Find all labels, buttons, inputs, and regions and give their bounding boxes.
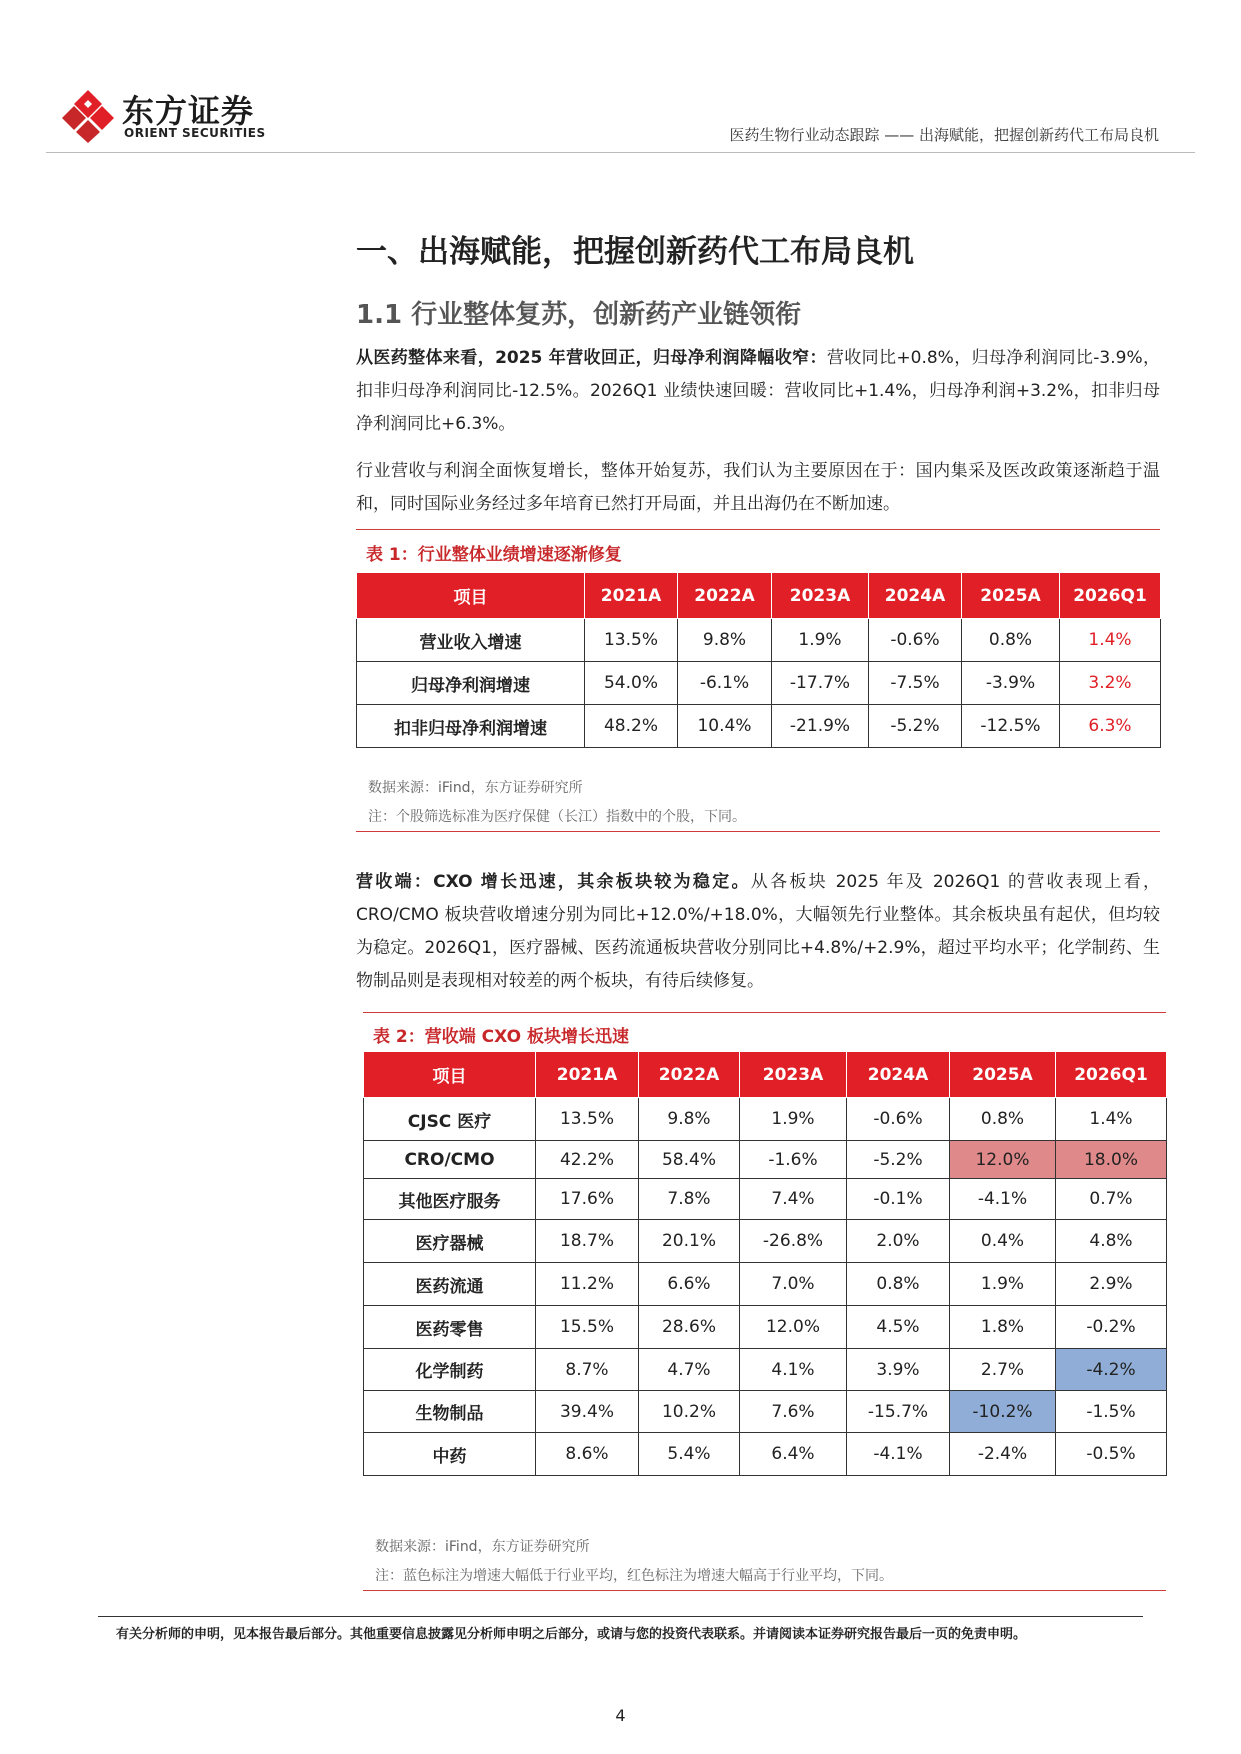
table2-header-cell: 2022A [639,1052,740,1098]
table2-header-row [364,1052,1167,1098]
table-cell: 0.8% [950,1098,1056,1141]
table-row [364,1141,1167,1179]
table-cell: 42.2% [536,1141,639,1179]
table-cell: 9.8% [678,619,772,662]
table-cell: -5.2% [847,1141,950,1179]
table-cell: -2.4% [950,1433,1056,1476]
brand-name-cn: 东方证券 [122,92,255,130]
table-cell: 3.2% [1060,662,1161,705]
table2-header-cell: 2023A [740,1052,847,1098]
table-cell: 8.7% [536,1349,639,1391]
page-number: 4 [615,1706,626,1725]
table-cell: 13.5% [585,619,678,662]
table-cell: 0.7% [1056,1179,1167,1220]
table2-header-cell: 2021A [536,1052,639,1098]
table-cell: 7.6% [740,1391,847,1433]
table-cell: -15.7% [847,1391,950,1433]
paragraph-reasons [356,455,1160,521]
footer-disclaimer: 有关分析师的申明，见本报告最后部分。其他重要信息披露见分析师申明之后部分，或请与您的投资代表联系。并请阅读本证券研究报告最后一页的免责申明。 [116,1627,1027,1642]
table-cell: 11.2% [536,1263,639,1306]
table-cell: 2.0% [847,1220,950,1263]
table-row [364,1098,1167,1141]
table-cell: 4.8% [1056,1220,1167,1263]
table2-header-cell: 项目 [364,1052,536,1098]
table-cell: 6.4% [740,1433,847,1476]
table-cell: 10.4% [678,705,772,748]
table-cell: 13.5% [536,1098,639,1141]
table-cell: -4.2% [1056,1349,1167,1391]
paragraph-revenue [356,866,1160,998]
table-cell: 9.8% [639,1098,740,1141]
table-row-label: CJSC 医疗 [364,1098,536,1141]
table-row [364,1179,1167,1220]
table-cell: -0.6% [847,1098,950,1141]
paragraph-revenue-lead: 营收端：CXO 增长迅速，其余板块较为稳定。 [356,872,751,892]
table2-header-cell: 2026Q1 [1056,1052,1167,1098]
header-divider [46,152,1195,153]
table-row-label: CRO/CMO [364,1141,536,1179]
table-cell: -21.9% [772,705,869,748]
table-cell: -6.1% [678,662,772,705]
table2-top-rule [363,1012,1166,1013]
paragraph-overview [356,342,1160,441]
table-cell: -0.1% [847,1179,950,1220]
table-cell: -3.9% [962,662,1060,705]
table-cell: -7.5% [869,662,962,705]
table-row-label: 其他医疗服务 [364,1179,536,1220]
table-cell: 1.9% [772,619,869,662]
table-row [364,1306,1167,1349]
table-cell: 20.1% [639,1220,740,1263]
table-cell: 1.8% [950,1306,1056,1349]
table-cell: -0.6% [869,619,962,662]
brand-name-en: ORIENT SECURITIES [124,126,266,140]
table2-header-cell: 2024A [847,1052,950,1098]
table-cell: -1.6% [740,1141,847,1179]
table-row-label: 生物制品 [364,1391,536,1433]
paragraph-revenue-body: 从各板块 2025 年及 2026Q1 的营收表现上看，CRO/CMO 板块营收增速分别为同比+12.0%/+18.0%，大幅领先行业整体。其余板块虽有起伏，但均较为稳定。2026Q1，医疗器械、医药流通板块营收分别同比+4.8%/+2.9%，超过平均水平；化学制药、生物制品则是表现相对较差的两个板块，有待后续修复。 [356,872,1160,991]
table-row [357,705,1161,748]
table-cell: 4.1% [740,1349,847,1391]
paragraph-reasons-body: 行业营收与利润全面恢复增长，整体开始复苏，我们认为主要原因在于：国内集采及医改政策逐渐趋于温和，同时国际业务经过多年培育已然打开局面，并且出海仍在不断加速。 [356,461,1160,514]
table-cell: -4.1% [847,1433,950,1476]
table-cell: -17.7% [772,662,869,705]
table-row-label: 归母净利润增速 [357,662,585,705]
table-row-label: 医疗器械 [364,1220,536,1263]
table-cell: 2.7% [950,1349,1056,1391]
table-cell: 8.6% [536,1433,639,1476]
section-heading: 一、出海赋能，把握创新药代工布局良机 [356,234,914,270]
table-cell: 7.4% [740,1179,847,1220]
table1-header-cell: 2022A [678,573,772,619]
table1-source: 数据来源：iFind，东方证券研究所 [368,780,583,796]
table2-bottom-rule [363,1590,1166,1591]
table-cell: -12.5% [962,705,1060,748]
table1-note: 注：个股筛选标准为医疗保健（长江）指数中的个股，下同。 [368,809,746,825]
table-row [357,662,1161,705]
table-cell: 15.5% [536,1306,639,1349]
table-row [357,619,1161,662]
table-cell: 4.7% [639,1349,740,1391]
table1-header-cell: 2026Q1 [1060,573,1161,619]
footer-divider [98,1616,1143,1617]
table-cell: 0.8% [847,1263,950,1306]
table-cell: -1.5% [1056,1391,1167,1433]
subsection-heading: 1.1 行业整体复苏，创新药产业链领衔 [356,300,802,330]
table1-header-cell: 2023A [772,573,869,619]
table-cell: 3.9% [847,1349,950,1391]
table-cell: -10.2% [950,1391,1056,1433]
table2-note: 注：蓝色标注为增速大幅低于行业平均，红色标注为增速大幅高于行业平均，下同。 [375,1568,893,1584]
table1-top-rule [356,529,1160,530]
table1-header-cell: 2024A [869,573,962,619]
table-cell: 1.4% [1056,1098,1167,1141]
table-cell: 54.0% [585,662,678,705]
table-row [364,1220,1167,1263]
table-cell: 5.4% [639,1433,740,1476]
table1-bottom-rule [356,831,1160,832]
table-cell: 0.4% [950,1220,1056,1263]
table2-header-cell: 2025A [950,1052,1056,1098]
table-row-label: 扣非归母净利润增速 [357,705,585,748]
table-cell: 1.9% [950,1263,1056,1306]
table-row [364,1263,1167,1306]
table-cell: 48.2% [585,705,678,748]
table-cell: 17.6% [536,1179,639,1220]
table2 [363,1051,1167,1476]
table1-header-row [357,573,1161,619]
table-row-label: 化学制药 [364,1349,536,1391]
table-cell: 18.0% [1056,1141,1167,1179]
table-cell: 12.0% [740,1306,847,1349]
table1-header-cell: 2021A [585,573,678,619]
table1 [356,572,1161,748]
table-row [364,1349,1167,1391]
table-cell: 10.2% [639,1391,740,1433]
table-cell: 4.5% [847,1306,950,1349]
table-cell: 39.4% [536,1391,639,1433]
table-cell: 7.8% [639,1179,740,1220]
table-row [364,1433,1167,1476]
table-cell: 1.9% [740,1098,847,1141]
table1-header-cell: 2025A [962,573,1060,619]
table-cell: 7.0% [740,1263,847,1306]
table2-title: 表 2：营收端 CXO 板块增长迅速 [373,1027,630,1047]
table-cell: 1.4% [1060,619,1161,662]
table-row-label: 营业收入增速 [357,619,585,662]
table-cell: -0.2% [1056,1306,1167,1349]
paragraph-overview-body: 营收同比+0.8%，归母净利润同比-3.9%，扣非归母净利润同比-12.5%。2026Q1 业绩快速回暖：营收同比+1.4%，归母净利润+3.2%，扣非归母净利润同比+6.3%。 [356,348,1160,434]
table-cell: 58.4% [639,1141,740,1179]
table-cell: 2.9% [1056,1263,1167,1306]
table1-title: 表 1：行业整体业绩增速逐渐修复 [366,545,622,565]
orient-securities-logo [58,88,118,144]
table-cell: -0.5% [1056,1433,1167,1476]
table-row-label: 医药流通 [364,1263,536,1306]
table-row-label: 中药 [364,1433,536,1476]
table-cell: 6.6% [639,1263,740,1306]
table-cell: 12.0% [950,1141,1056,1179]
table-cell: -4.1% [950,1179,1056,1220]
table-cell: -5.2% [869,705,962,748]
table-cell: 18.7% [536,1220,639,1263]
table-row [364,1391,1167,1433]
table1-header-cell: 项目 [357,573,585,619]
report-title: 医药生物行业动态跟踪 —— 出海赋能，把握创新药代工布局良机 [729,126,1159,144]
table-cell: 6.3% [1060,705,1161,748]
table-row-label: 医药零售 [364,1306,536,1349]
paragraph-overview-lead: 从医药整体来看，2025 年营收回正，归母净利润降幅收窄： [356,348,827,368]
table-cell: 28.6% [639,1306,740,1349]
table-cell: 0.8% [962,619,1060,662]
table-cell: -26.8% [740,1220,847,1263]
table2-source: 数据来源：iFind，东方证券研究所 [375,1539,590,1555]
